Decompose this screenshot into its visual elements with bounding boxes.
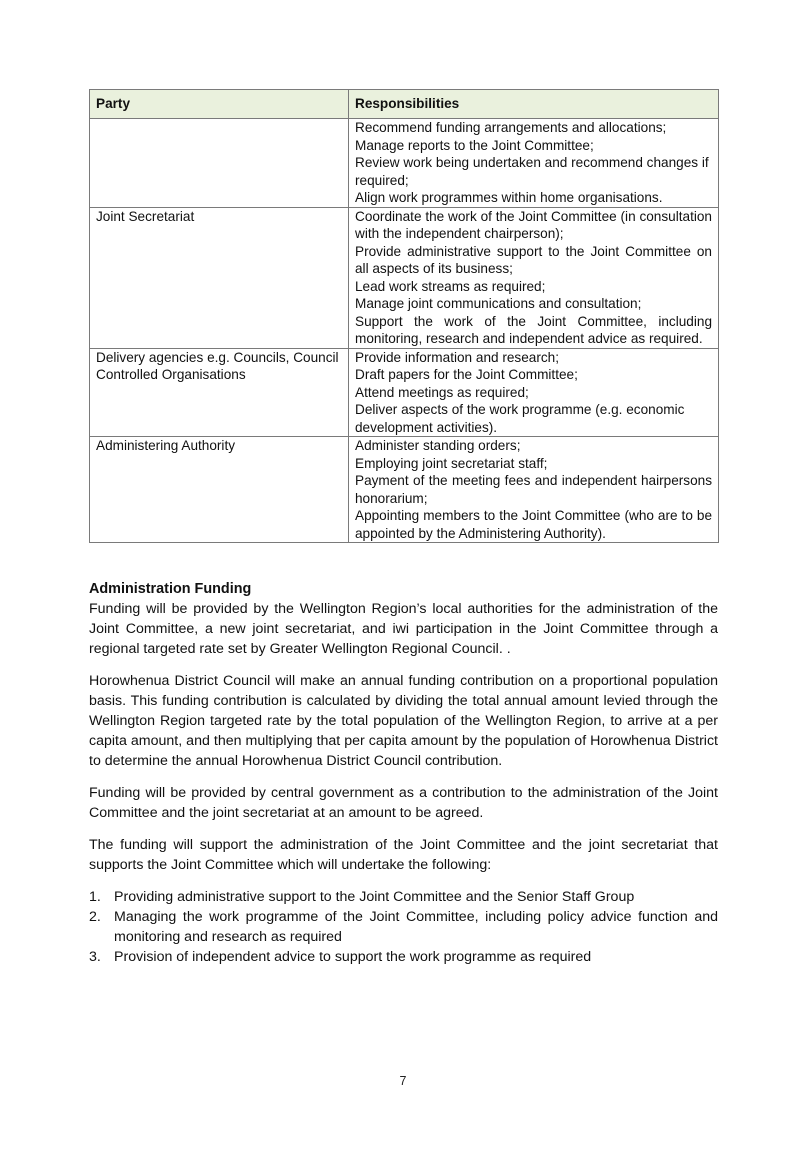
- responsibility-item: Deliver aspects of the work programme (e.g. economic development activities).: [355, 402, 685, 435]
- list-item: [89, 907, 718, 947]
- responsibility-item: Coordinate the work of the Joint Committee (in consultation with the independent chairperson);: [355, 208, 712, 241]
- party-cell: Joint Secretariat: [90, 207, 349, 348]
- responsibility-item: Draft papers for the Joint Committee;: [355, 367, 578, 382]
- responsibilities-cell: [349, 348, 719, 437]
- list-number: 3.: [89, 949, 101, 965]
- paragraph: The funding will support the administration of the Joint Committee and the joint secretariat that supports the Joint Committee which will undertake the following:: [89, 837, 718, 873]
- responsibility-item: Manage reports to the Joint Committee;: [355, 137, 594, 153]
- table-row: [90, 437, 719, 543]
- party-cell: Delivery agencies e.g. Councils, Council Controlled Organisations: [90, 348, 349, 437]
- responsibility-item: Administer standing orders;: [355, 438, 521, 453]
- responsibility-item: Attend meetings as required;: [355, 384, 529, 400]
- responsibilities-column-header: Responsibilities: [349, 90, 719, 119]
- table-row: [90, 348, 719, 437]
- list-number: 2.: [89, 909, 101, 925]
- responsibility-item: Appointing members to the Joint Committee (who are to be appointed by the Administering Authority).: [355, 508, 712, 541]
- list-item-text: Managing the work programme of the Joint Committee, including policy advice function and monitoring and research as required: [114, 909, 718, 945]
- responsibility-item: Employing joint secretariat staff;: [355, 455, 548, 471]
- list-number: 1.: [89, 889, 101, 905]
- responsibility-item: Recommend funding arrangements and allocations;: [355, 120, 667, 135]
- responsibilities-cell: [349, 437, 719, 543]
- responsibility-item: Provide administrative support to the Joint Committee on all aspects of its business;: [355, 243, 712, 276]
- table-row: [90, 207, 719, 348]
- numbered-list: [89, 887, 718, 967]
- responsibility-item: Review work being undertaken and recommend changes if required;: [355, 155, 709, 188]
- page-number: 7: [399, 1074, 407, 1088]
- responsibility-item: Payment of the meeting fees and independent hairpersons honorarium;: [355, 473, 712, 506]
- responsibility-item: Manage joint communications and consultation;: [355, 296, 642, 311]
- responsibility-item: Support the work of the Joint Committee, including monitoring, research and independent advice as required.: [355, 313, 712, 346]
- responsibility-item: Lead work streams as required;: [355, 278, 546, 294]
- responsibilities-cell: [349, 119, 719, 208]
- paragraph: Funding will be provided by central government as a contribution to the administration of the Joint Committee and the joint secretariat at an amount to be agreed.: [89, 785, 718, 821]
- paragraph: Horowhenua District Council will make an annual funding contribution on a proportional population basis. This funding contribution is calculated by dividing the total annual amount levied through the Wellington Region targeted rate by the total population of the Wellington Region, to arrive at a per capita amount, and then multiplying that per capita amount by the population of Horowhenua District to determine the annual Horowhenua District Council contribution.: [89, 673, 718, 769]
- party-cell: Administering Authority: [90, 437, 349, 543]
- section-heading: Administration Funding: [89, 581, 252, 597]
- paragraph: Funding will be provided by the Wellington Region’s local authorities for the administration of the Joint Committee, a new joint secretariat, and iwi participation in the Joint Committee through a regional targeted rate set by Greater Wellington Regional Council. .: [89, 601, 718, 657]
- responsibility-item: Align work programmes within home organisations.: [355, 190, 663, 205]
- responsibilities-cell: [349, 207, 719, 348]
- table-row: [90, 119, 719, 208]
- responsibilities-table: [89, 89, 719, 543]
- list-item-text: Providing administrative support to the Joint Committee and the Senior Staff Group: [114, 889, 635, 905]
- list-item: [89, 887, 718, 907]
- party-cell: [90, 119, 349, 208]
- list-item: [89, 947, 718, 967]
- administration-funding-section: [89, 579, 718, 967]
- responsibility-item: Provide information and research;: [355, 349, 560, 365]
- party-column-header: Party: [90, 90, 349, 119]
- list-item-text: Provision of independent advice to support the work programme as required: [114, 949, 592, 965]
- table-header-row: [90, 90, 719, 119]
